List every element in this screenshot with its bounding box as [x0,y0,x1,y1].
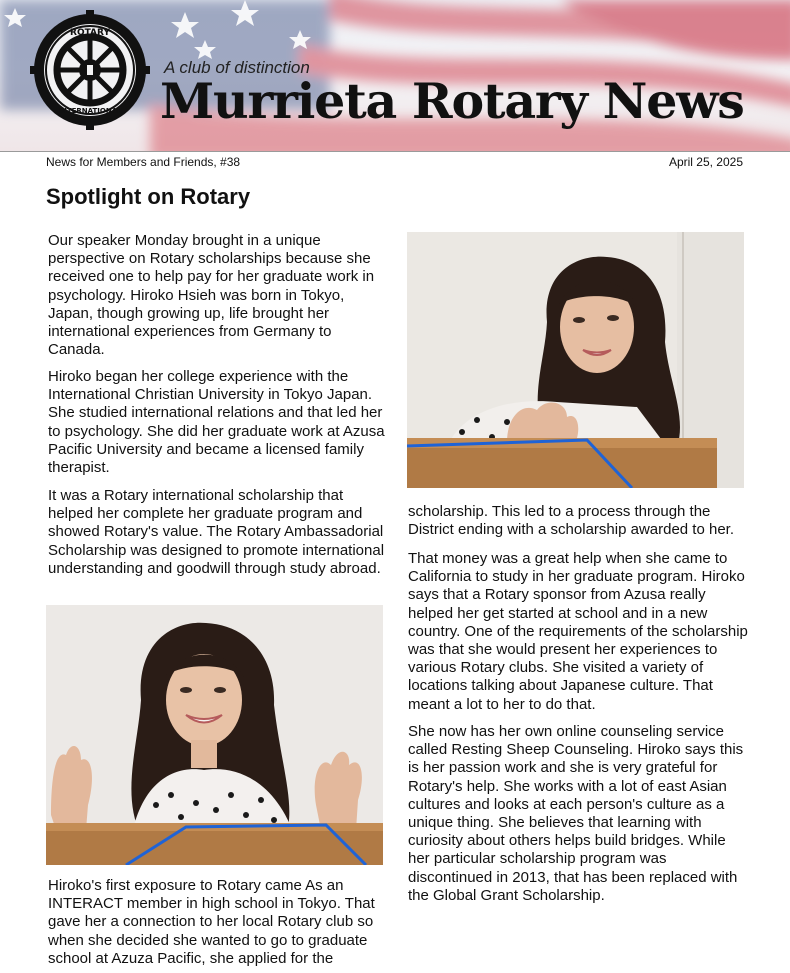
article-paragraph: That money was a great help when she came to California to study in her graduate program. Hiroko says that a Rotary sponsor from Azusa really helped her get started at school and in a new country. One of the requirements of the scholarship was that she would present her experiences to various Rotary clubs. She visited a variety of locations talking about Japanese culture. That meant a lot to her to do that. [408,550,748,713]
article-paragraph: Our speaker Monday brought in a unique perspective on Rotary scholarships because she received one to help pay for her graduate work in psychology. Hiroko Hsieh was born in Tokyo, Japan, though growing up, life brought her international experiences from Germany to Canada. [48,232,375,359]
speaker-photo-smiling [407,232,744,488]
article-paragraph: scholarship. This led to a process through the District ending with a scholarship awarded to her. [408,503,735,539]
article-paragraph: It was a Rotary international scholarship that helped her complete her graduate program and showed Rotary's value. The Rotary Ambassadorial Scholarship was designed to promote international understanding and goodwill through study abroad. [48,487,385,577]
article-paragraph: She now has her own online counseling service called Resting Sheep Counseling. Hiroko says this is her passion work and she is very grateful for Rotary's help. She works with a lot of east Asian cultures and looks at each person's culture as a unique thing. She believes that learning with curiosity about others helps build bridges. While her particular scholarship program was discontinued in 2013, that has been replaced with the Global Grant Scholarship. [408,723,744,904]
article-paragraph: Hiroko began her college experience with the International Christian University in Tokyo Japan. She studied international relations and that led her to psychology. She did her graduate work at Azusa Pacific University and became a licensed family therapist. [48,368,385,477]
article-headline: Spotlight on Rotary [46,184,251,209]
masthead [0,0,790,152]
issue-label: News for Members and Friends, #38 [46,155,241,169]
issue-date: April 25, 2025 [668,155,743,169]
rotary-wheel-logo [30,10,150,130]
article-paragraph: Hiroko's first exposure to Rotary came As an INTERACT member in high school in Tokyo. That gave her a connection to her local Rotary club so when she decided she wanted to go to graduate school at Azuza Pacific, she applied for the [48,877,375,967]
logo-ring-text-top: ROTARY [70,28,110,38]
logo-ring-text-bottom: INTERNATIONAL [58,107,122,115]
masthead-tagline: A club of distinction [164,58,310,77]
speaker-photo-hands-raised [46,605,383,865]
masthead-title: Murrieta Rotary News [160,72,744,130]
